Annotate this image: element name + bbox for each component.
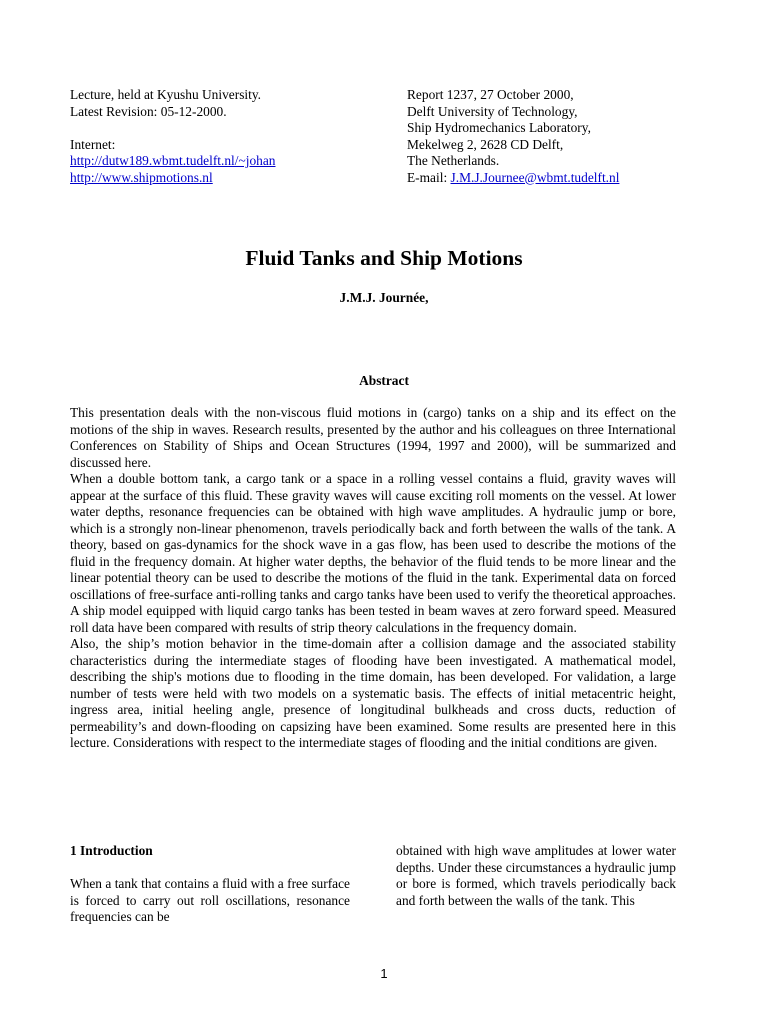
abstract-heading: Abstract bbox=[359, 373, 409, 388]
abstract-body bbox=[70, 405, 676, 752]
internet-label: Internet: bbox=[70, 136, 116, 152]
intro-paragraph-left: When a tank that contains a fluid with a free surface is forced to carry out roll oscillations, resonance frequencies can be bbox=[70, 876, 350, 924]
abstract-paragraph: Also, the ship’s motion behavior in the time-domain after a collision damage and the associated stability characteristics during the intermediate stages of flooding have been investigated. A mathematical model, describing the ship's motions due to flooding in the time domain, has been developed. For validation, a large number of tests were held with two models on a systematic basis. The effects of initial metacentric height, ingress area, initial heeling angle, presence of longitudinal bulkheads and cross ducts, reduction of permeability’s and down-flooding on capsizing have been examined. Some results are presented here in this lecture. Considerations with respect to the intermediate stages of flooding and the initial conditions are given. bbox=[70, 636, 676, 750]
shipmotions-link[interactable]: http://www.shipmotions.nl bbox=[70, 169, 213, 185]
abstract-paragraph: This presentation deals with the non-viscous fluid motions in (cargo) tanks on a ship and its effect on the motions of the ship in waves. Research results, presented by the author and his colleagues on three International Conferences on Stability of Ships and Ocean Structures (1994, 1997 and 2000), will be summarized and discussed here. bbox=[70, 405, 676, 470]
abstract-paragraph: When a double bottom tank, a cargo tank or a space in a rolling vessel contains a fluid, gravity waves will appear at the surface of this fluid. These gravity waves will cause exciting roll moments on the vessel. At lower water depths, resonance frequencies can be obtained with high wave amplitudes. A hydraulic jump or bore, which is a strongly non-linear phenomenon, travels periodically back and forth between the walls of the tank. A theory, based on gas-dynamics for the shock wave in a gas flow, has been used to describe the motions of the fluid in the frequency domain. At higher water depths, the behavior of the fluid tends to be more linear and the linear potential theory can be used to describe the motions of the fluid in the tank. Experimental data on forced oscillations of free-surface anti-rolling tanks and cargo tanks have been used to verify the theoretical approaches. A ship model equipped with liquid cargo tanks has been tested in beam waves at zero forward speed. Measured roll data have been compared with results of strip theory calculations in the frequency domain. bbox=[70, 471, 676, 635]
header-left bbox=[70, 87, 370, 186]
laboratory-line: Ship Hydromechanics Laboratory, bbox=[407, 120, 591, 135]
intro-column-right bbox=[396, 843, 676, 909]
university-line: Delft University of Technology, bbox=[407, 103, 578, 119]
report-line: Report 1237, 27 October 2000, bbox=[407, 87, 574, 102]
page-number: 1 bbox=[380, 966, 388, 981]
homepage-link[interactable]: http://dutw189.wbmt.tudelft.nl/~johan bbox=[70, 153, 276, 168]
revision-line: Latest Revision: 05-12-2000. bbox=[70, 103, 227, 119]
lecture-line: Lecture, held at Kyushu University. bbox=[70, 87, 262, 102]
email-label: E-mail: bbox=[407, 169, 451, 185]
email-link[interactable]: J.M.J.Journee@wbmt.tudelft.nl bbox=[450, 169, 620, 185]
email-line bbox=[407, 170, 727, 187]
country-line: The Netherlands. bbox=[407, 153, 500, 168]
intro-column-left bbox=[70, 843, 350, 926]
header-right bbox=[407, 87, 727, 186]
address-line: Mekelweg 2, 2628 CD Delft, bbox=[407, 136, 564, 152]
section-heading-introduction: 1 Introduction bbox=[70, 843, 153, 858]
page-title: Fluid Tanks and Ship Motions bbox=[245, 246, 523, 270]
author-name: J.M.J. Journée, bbox=[339, 290, 429, 305]
intro-paragraph-right: obtained with high wave amplitudes at lower water depths. Under these circumstances a hydraulic jump or bore is formed, which travels periodically back and forth between the walls of the tank. This bbox=[396, 843, 676, 908]
